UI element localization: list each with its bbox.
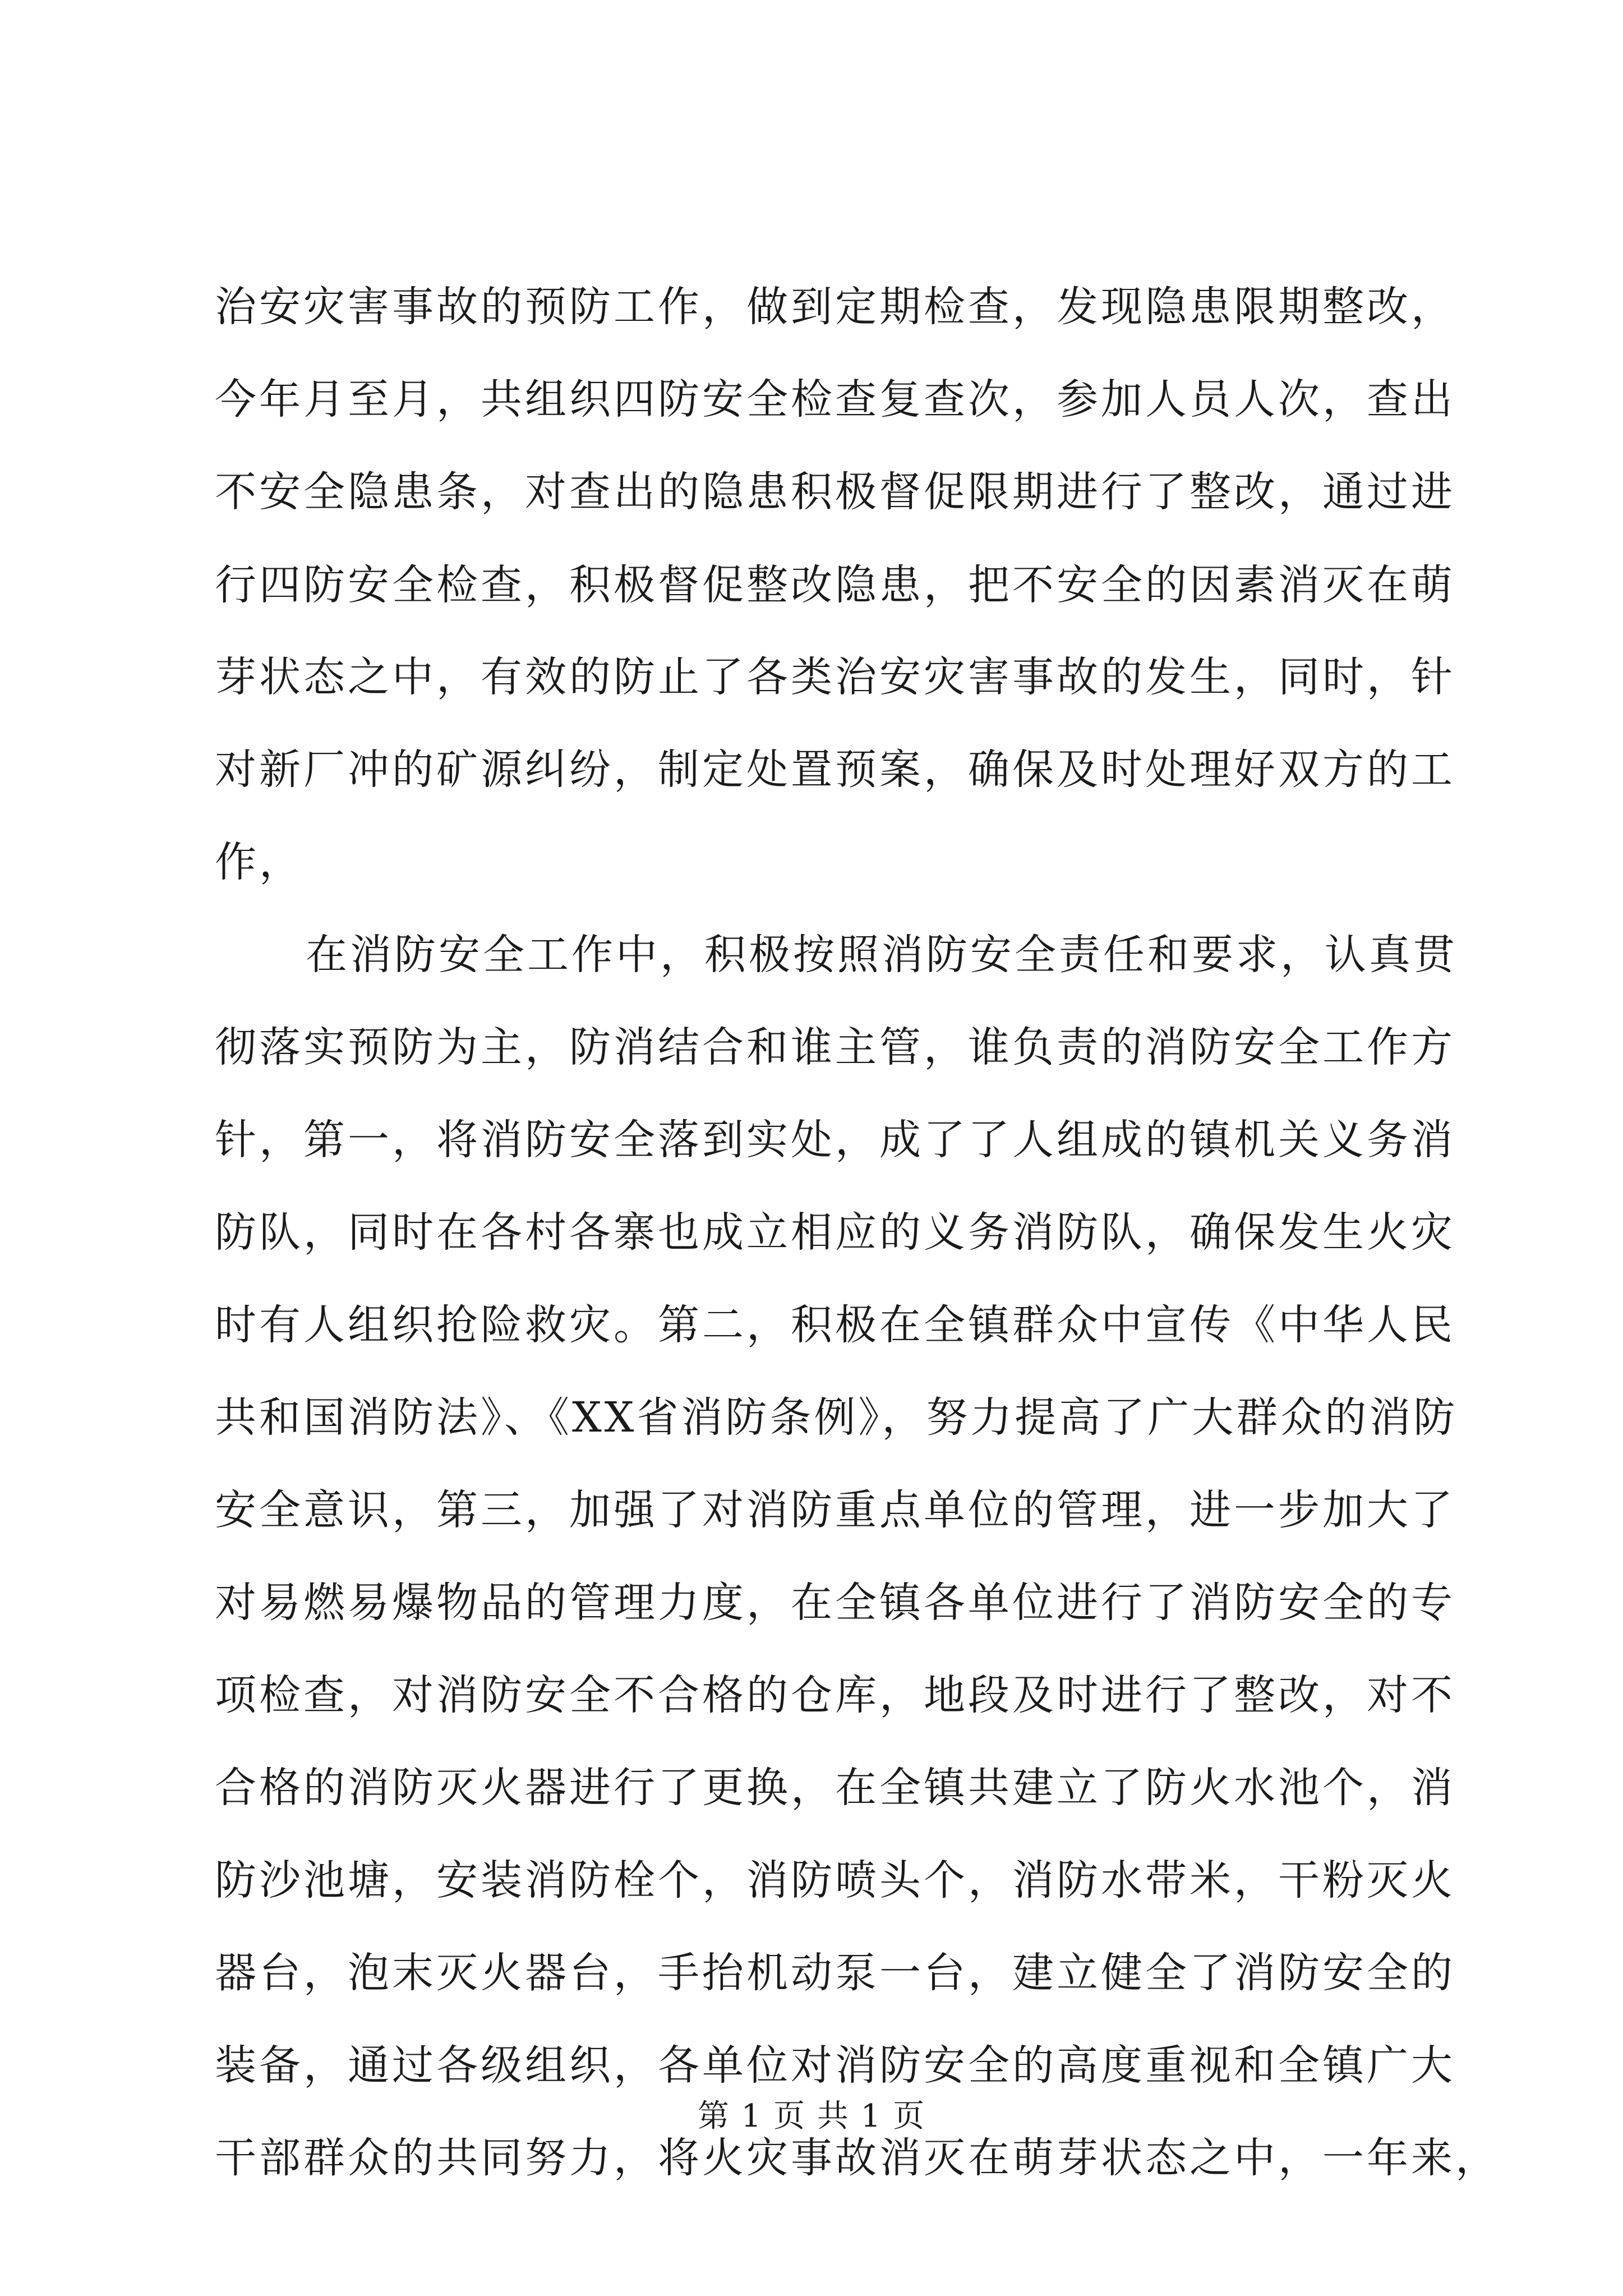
- text-line: 器台，泡末灭火器台，手抬机动泵一台，建立健全了消防安全的: [215, 1949, 1455, 1997]
- text-line: 不安全隐患条，对查出的隐患积极督促限期进行了整改，通过进: [215, 468, 1455, 516]
- text-line: 装备，通过各级组织，各单位对消防安全的高度重视和全镇广大: [215, 2041, 1455, 2090]
- text-line: 在消防安全工作中，积极按照消防安全责任和要求，认真贯: [306, 931, 1458, 979]
- text-line: 项检查，对消防安全不合格的仓库，地段及时进行了整改，对不: [215, 1671, 1455, 1719]
- text-line: 干部群众的共同努力，将火灾事故消灭在萌芽状态之中，一年来，: [215, 2134, 1500, 2182]
- text-line: 治安灾害事故的预防工作，做到定期检查，发现隐患限期整改，: [215, 283, 1455, 331]
- text-line: 共和国消防法》、《XX省消防条例》，努力提高了广大群众的消防: [215, 1393, 1458, 1442]
- text-line: 针，第一，将消防安全落到实处，成了了人组成的镇机关义务消: [215, 1116, 1455, 1164]
- text-line: 对易燃易爆物品的管理力度，在全镇各单位进行了消防安全的专: [215, 1579, 1455, 1627]
- text-line: 合格的消防灭火器进行了更换，在全镇共建立了防火水池个，消: [215, 1764, 1455, 1812]
- text-line: 对新厂冲的矿源纠纷，制定处置预案，确保及时处理好双方的工: [215, 746, 1455, 794]
- text-line: 防沙池塘，安装消防栓个，消防喷头个，消防水带米，干粉灭火: [215, 1856, 1455, 1904]
- page-footer: 第 1 页 共 1 页: [697, 2098, 926, 2134]
- text-line: 作，: [215, 838, 303, 886]
- text-line: 时有人组织抢险救灾。第二，积极在全镇群众中宣传《中华人民: [215, 1301, 1455, 1349]
- text-line: 防队，同时在各村各寨也成立相应的义务消防队，确保发生火灾: [215, 1208, 1455, 1257]
- text-line: 今年月至月，共组织四防安全检查复查次，参加人员人次，查出: [215, 375, 1455, 424]
- text-line: 行四防安全检查，积极督促整改隐患，把不安全的因素消灭在萌: [215, 561, 1455, 609]
- text-line: 安全意识，第三，加强了对消防重点单位的管理，进一步加大了: [215, 1486, 1455, 1534]
- text-line: 彻落实预防为主，防消结合和谁主管，谁负责的消防安全工作方: [215, 1023, 1455, 1071]
- text-line: 芽状态之中，有效的防止了各类治安灾害事故的发生，同时，针: [215, 653, 1455, 701]
